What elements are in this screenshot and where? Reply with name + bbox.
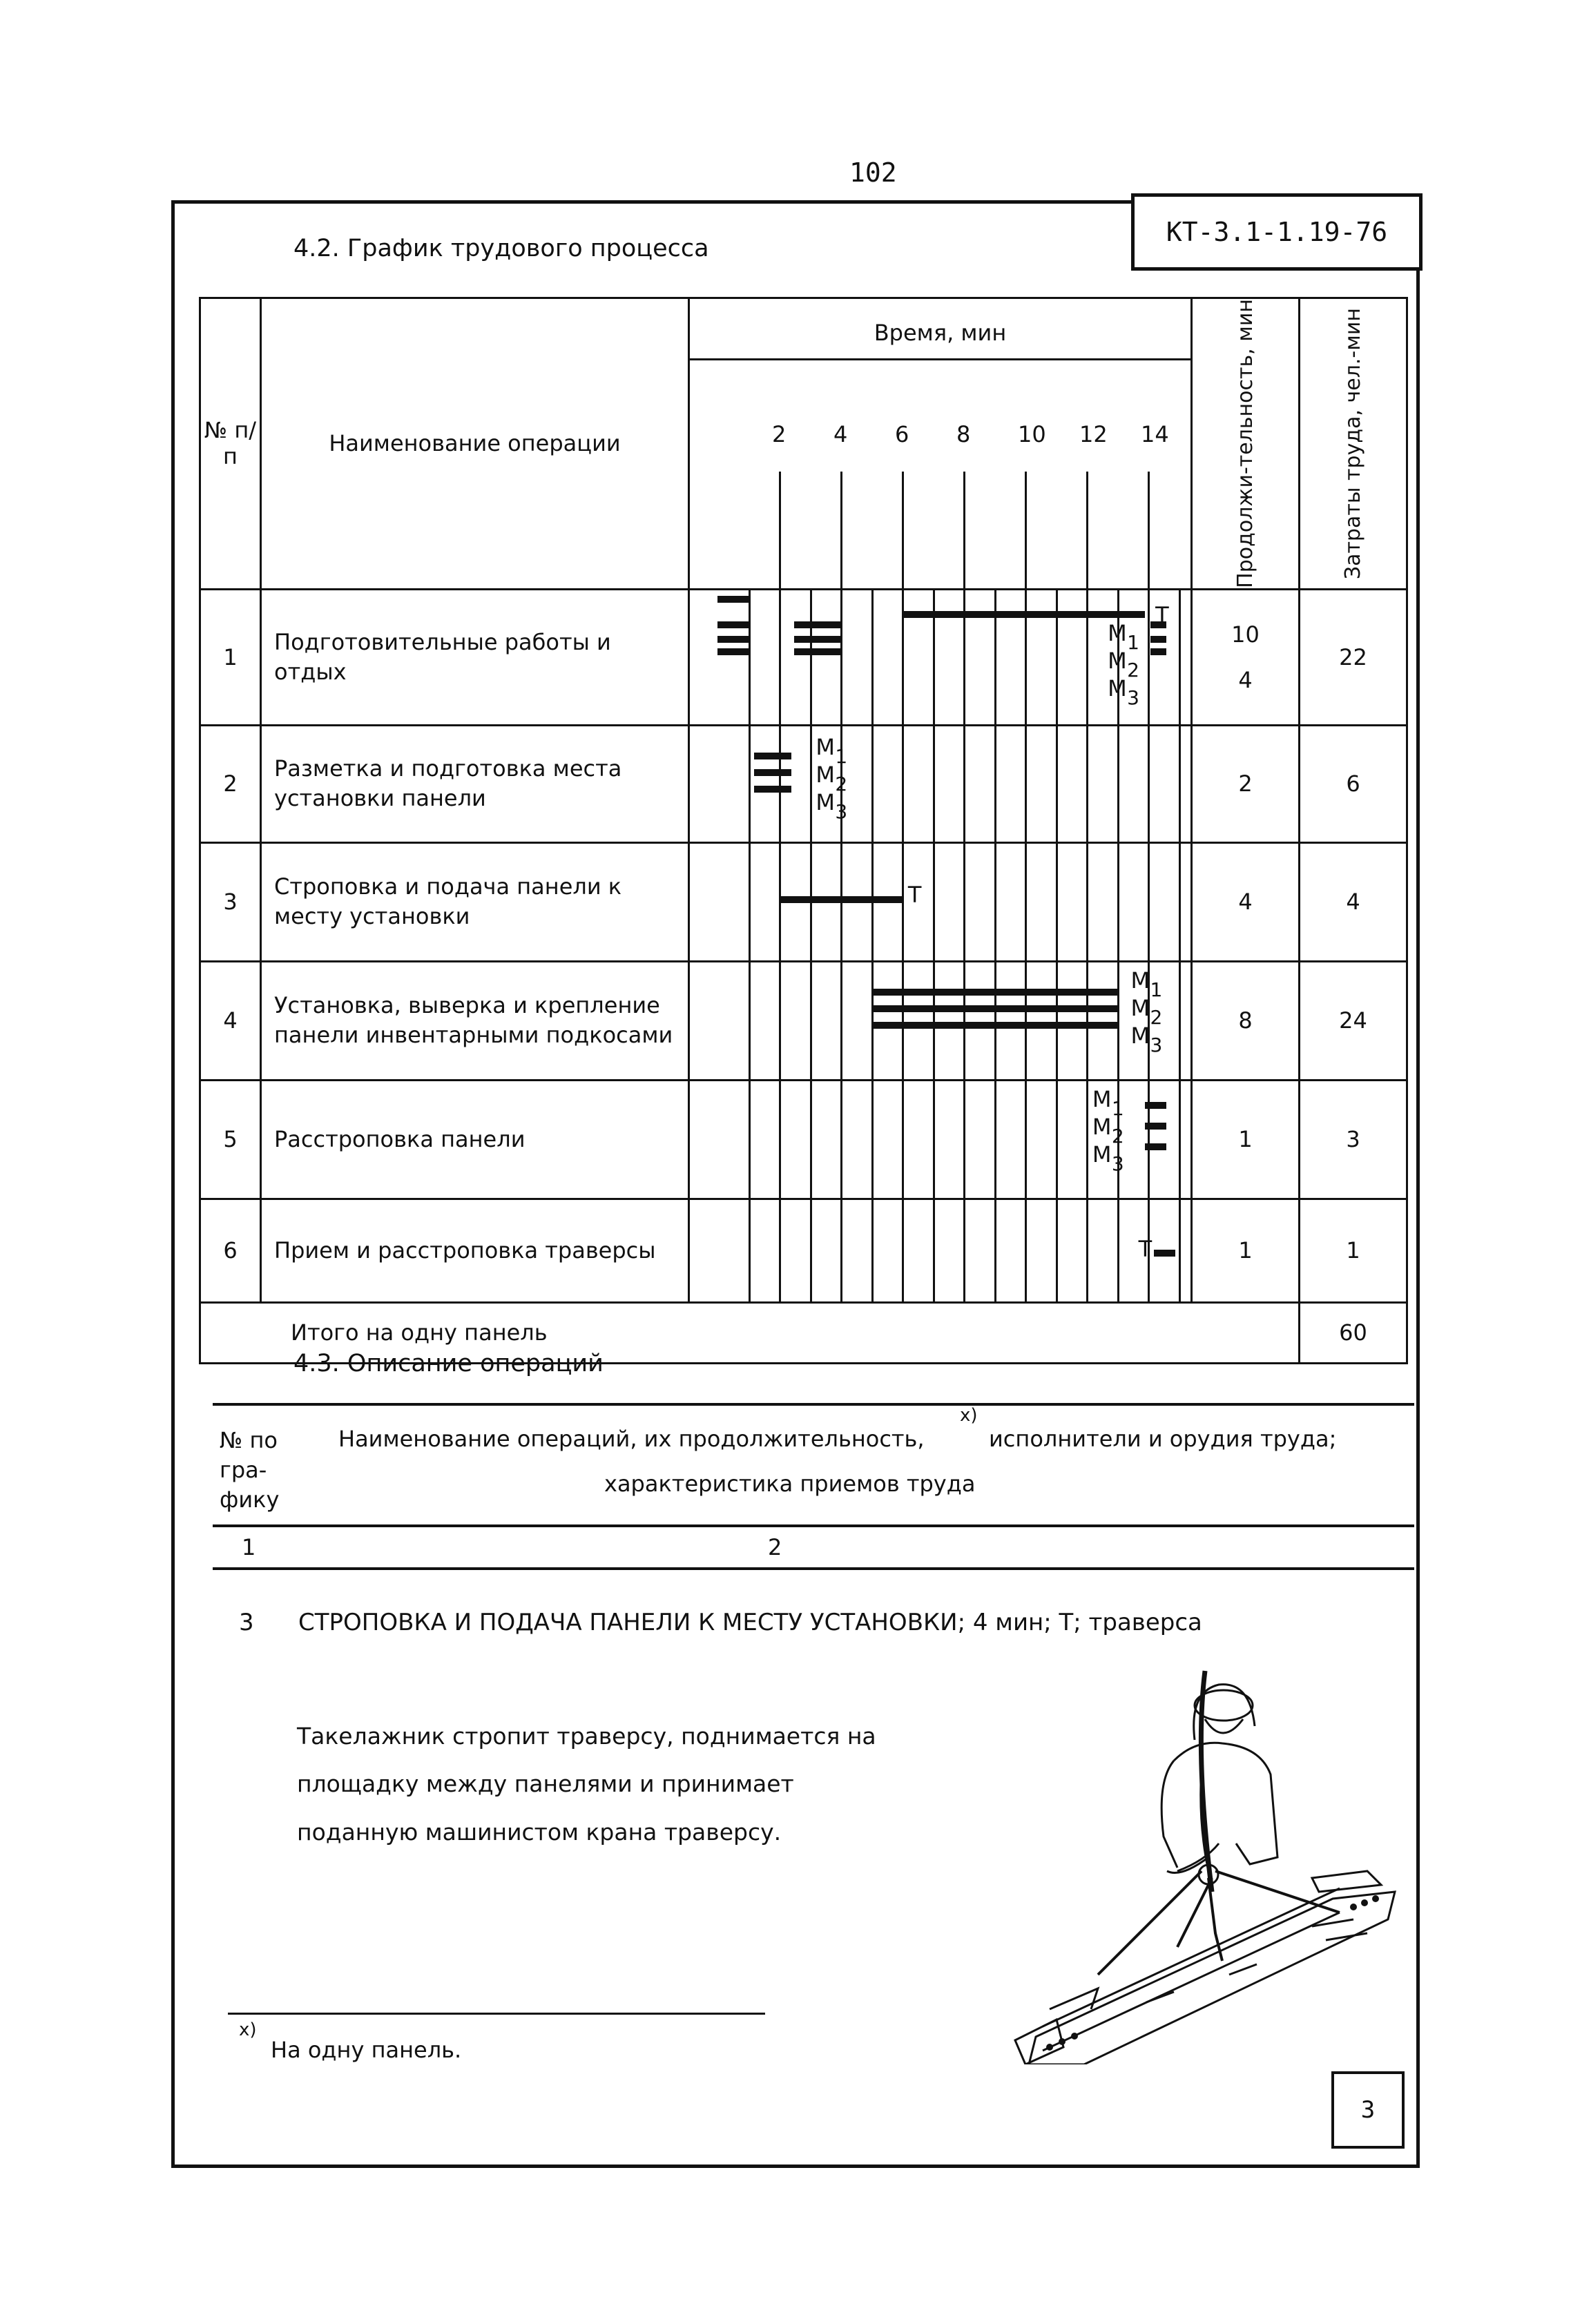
grid-line <box>1117 844 1119 960</box>
grid-line <box>1025 1200 1027 1301</box>
table-row: 3 Строповка и подача панели к месту установки Т 4 4 <box>200 842 1407 961</box>
grid-line <box>1056 726 1058 842</box>
ops-col2-header-line1: Наименование операций, их продолжительность, <box>338 1426 925 1452</box>
grid-line <box>749 962 751 1079</box>
time-tick-line <box>1025 472 1027 588</box>
time-tick-line <box>1148 472 1150 588</box>
grid-line <box>1179 844 1181 960</box>
time-tick-line <box>840 472 842 588</box>
grid-line <box>810 726 812 842</box>
gantt-row-4 <box>689 961 1192 1080</box>
grid-line <box>1086 726 1088 842</box>
installer-label: М <box>1092 1113 1112 1140</box>
installer-index: 1 <box>1111 1096 1124 1120</box>
installer-index: 3 <box>1150 1033 1163 1056</box>
installer-label: М <box>816 761 835 788</box>
grid-line <box>1148 1081 1150 1198</box>
footnote-mark: x) <box>960 1405 978 1426</box>
grid-line <box>963 1200 965 1301</box>
divider <box>213 1567 1414 1570</box>
grid-line <box>1025 726 1027 842</box>
grid-line <box>994 726 996 842</box>
grid-line <box>1056 1200 1058 1301</box>
grid-line <box>779 962 781 1079</box>
gantt-bar <box>717 648 749 655</box>
grid-line <box>902 962 904 1079</box>
installer-index: 2 <box>1111 1124 1124 1148</box>
table-row: 1 Подготовительные работы и отдых Т М 1 М 2 М 3 10 4 22 <box>200 589 1407 725</box>
divider <box>213 1524 1414 1527</box>
gantt-bar <box>754 786 791 793</box>
grid-line <box>749 590 751 724</box>
grid-line <box>810 1081 812 1198</box>
gantt-bar <box>1145 1123 1166 1130</box>
grid-line <box>1025 844 1027 960</box>
installer-index: 1 <box>835 744 848 768</box>
total-value: 60 <box>1300 1302 1407 1363</box>
time-tick-label: 10 <box>1018 421 1046 447</box>
ops-col2-header-line2: характеристика приемов труда <box>604 1471 976 1497</box>
table-row: 6 Прием и расстроповка траверсы Т 1 1 <box>200 1199 1407 1302</box>
grid-line <box>871 726 874 842</box>
ops-col2-header-line1b: исполнители и орудия труда; <box>989 1426 1337 1452</box>
col-header-duration: Продолжи-тельность, мин <box>1192 298 1300 590</box>
total-label: Итого на одну панель <box>200 1302 1300 1363</box>
grid-line <box>1117 726 1119 842</box>
grid-line <box>810 590 812 724</box>
installer-label: М <box>1108 619 1127 646</box>
col-header-labor: Затраты труда, чел.-мин <box>1300 298 1407 590</box>
operation-num: 3 <box>239 1609 254 1636</box>
grid-line <box>749 726 751 842</box>
grid-line <box>749 1200 751 1301</box>
installer-index: 2 <box>1150 1005 1163 1029</box>
rigger-illustration <box>967 1650 1416 2064</box>
grid-line <box>810 1200 812 1301</box>
gantt-bar <box>1154 1250 1175 1257</box>
gantt-bar <box>871 989 1117 996</box>
gantt-bar <box>1150 636 1166 643</box>
grid-line <box>1086 1081 1088 1198</box>
grid-line <box>994 1200 996 1301</box>
grid-line <box>963 726 965 842</box>
labor-schedule-table <box>199 297 1408 1364</box>
installer-label: М <box>1092 1141 1112 1168</box>
gantt-bar <box>717 636 749 643</box>
installer-index: 3 <box>835 800 848 823</box>
gantt-bar <box>754 769 791 776</box>
grid-line <box>963 844 965 960</box>
gantt-row-5 <box>689 1080 1192 1199</box>
grid-line <box>1025 962 1027 1079</box>
time-tick-label: 4 <box>833 421 848 447</box>
grid-line <box>779 726 781 842</box>
section-title-schedule: 4.2. График трудового процесса <box>293 235 709 262</box>
gantt-bar <box>902 611 1145 618</box>
grid-line <box>871 1081 874 1198</box>
time-tick-label: 8 <box>956 421 971 447</box>
grid-line <box>1086 962 1088 1079</box>
ops-col1-header: № по гра-фику <box>220 1427 280 1513</box>
grid-line <box>840 1081 842 1198</box>
grid-line <box>902 1200 904 1301</box>
grid-line <box>933 1081 935 1198</box>
grid-line <box>1179 726 1181 842</box>
table-row: 4 Установка, выверка и крепление панели инвентарными подкосами М 1 М 2 М 3 8 24 <box>200 961 1407 1080</box>
gantt-row-1 <box>689 589 1192 725</box>
gantt-bar <box>871 1022 1117 1029</box>
grid-line <box>1086 844 1088 960</box>
installer-label: М <box>1130 967 1150 994</box>
footnote-mark-bottom: x) <box>239 2020 257 2040</box>
time-tick-label: 2 <box>772 421 787 447</box>
ops-col2-num: 2 <box>768 1534 782 1560</box>
grid-line <box>1025 1081 1027 1198</box>
installer-index: 1 <box>1127 630 1139 654</box>
grid-line <box>1056 1081 1058 1198</box>
grid-line <box>902 1081 904 1198</box>
rigger-label: Т <box>907 881 922 908</box>
grid-line <box>994 962 996 1079</box>
grid-line <box>871 962 874 1079</box>
gantt-bar <box>754 753 791 759</box>
installer-label: М <box>816 788 835 815</box>
grid-line <box>1179 962 1181 1079</box>
section-title-operations: 4.3. Описание операций <box>293 1350 604 1377</box>
grid-line <box>933 726 935 842</box>
grid-line <box>840 962 842 1079</box>
grid-line <box>902 844 904 960</box>
grid-line <box>779 1200 781 1301</box>
divider <box>213 1403 1414 1406</box>
installer-label: М <box>1108 647 1127 674</box>
grid-line <box>1179 1200 1181 1301</box>
grid-line <box>933 1200 935 1301</box>
grid-line <box>840 590 842 724</box>
grid-line <box>994 1081 996 1198</box>
grid-line <box>902 726 904 842</box>
table-row: 2 Разметка и подготовка места установки панели М 1 М 2 М 3 2 6 <box>200 725 1407 842</box>
grid-line <box>749 1081 751 1198</box>
installer-index: 2 <box>1127 658 1139 681</box>
grid-line <box>1117 1200 1119 1301</box>
operation-title: СТРОПОВКА И ПОДАЧА ПАНЕЛИ К МЕСТУ УСТАНОВКИ; 4 мин; Т; траверса <box>298 1609 1202 1636</box>
footnote-text: На одну панель. <box>271 2037 462 2063</box>
document-code: КТ-3.1-1.19-76 <box>1131 193 1423 271</box>
gantt-row-2 <box>689 725 1192 842</box>
installer-index: 1 <box>1150 978 1163 1001</box>
table-row: 5 Расстроповка панели М 1 М 2 М 3 1 3 <box>200 1080 1407 1199</box>
grid-line <box>933 962 935 1079</box>
grid-line <box>1148 844 1150 960</box>
ops-col1-num: 1 <box>242 1534 256 1560</box>
page-number: 102 <box>849 157 897 188</box>
installer-label: М <box>1130 1022 1150 1049</box>
grid-line <box>779 1081 781 1198</box>
grid-line <box>1086 1200 1088 1301</box>
gantt-bar <box>794 648 840 655</box>
grid-line <box>1148 590 1150 724</box>
grid-line <box>840 1200 842 1301</box>
gantt-bar <box>1145 1102 1166 1109</box>
grid-line <box>1056 962 1058 1079</box>
rigger-label: Т <box>1155 601 1169 628</box>
installer-index: 2 <box>835 772 848 795</box>
time-tick-line <box>963 472 965 588</box>
grid-line <box>1117 962 1119 1079</box>
gantt-bar <box>717 621 749 628</box>
time-tick-label: 12 <box>1079 421 1108 447</box>
col-header-time: Время, мин 2 4 6 8 10 12 14 <box>689 298 1192 590</box>
time-tick-label: 6 <box>895 421 909 447</box>
footnote-rule <box>228 2013 765 2015</box>
gantt-bar <box>794 621 840 628</box>
grid-line <box>810 962 812 1079</box>
time-tick-line <box>1086 472 1088 588</box>
grid-line <box>994 844 996 960</box>
grid-line <box>963 1081 965 1198</box>
col-header-num: № п/п <box>200 298 261 590</box>
grid-line <box>1148 726 1150 842</box>
gantt-row-6 <box>689 1199 1192 1302</box>
gantt-bar <box>871 1005 1117 1012</box>
installer-label: М <box>1092 1085 1112 1112</box>
grid-line <box>1179 590 1181 724</box>
grid-line <box>1056 844 1058 960</box>
gantt-bar <box>717 596 749 603</box>
gantt-bar <box>1150 648 1166 655</box>
gantt-row-3 <box>689 842 1192 961</box>
grid-line <box>1179 1081 1181 1198</box>
installer-label: М <box>1108 675 1127 701</box>
time-tick-line <box>779 472 781 588</box>
corner-number: 3 <box>1331 2071 1405 2149</box>
grid-line <box>749 844 751 960</box>
gantt-bar <box>1145 1143 1166 1150</box>
gantt-bar <box>794 636 840 643</box>
grid-line <box>871 1200 874 1301</box>
installer-label: М <box>816 733 835 760</box>
grid-line <box>779 590 781 724</box>
rigger-label: Т <box>1138 1235 1153 1262</box>
installer-index: 3 <box>1127 686 1139 709</box>
grid-line <box>871 590 874 724</box>
grid-line <box>933 844 935 960</box>
time-tick-line <box>902 472 904 588</box>
col-header-name: Наименование операции <box>261 298 689 590</box>
installer-index: 3 <box>1111 1152 1124 1175</box>
installer-label: М <box>1130 994 1150 1021</box>
time-tick-label: 14 <box>1141 421 1169 447</box>
grid-line <box>963 962 965 1079</box>
operation-description: Такелажник стропит траверсу, поднимается на площадку между панелями и принимает поданную машинистом крана траверсу. <box>297 1723 876 1846</box>
gantt-bar <box>779 896 902 903</box>
